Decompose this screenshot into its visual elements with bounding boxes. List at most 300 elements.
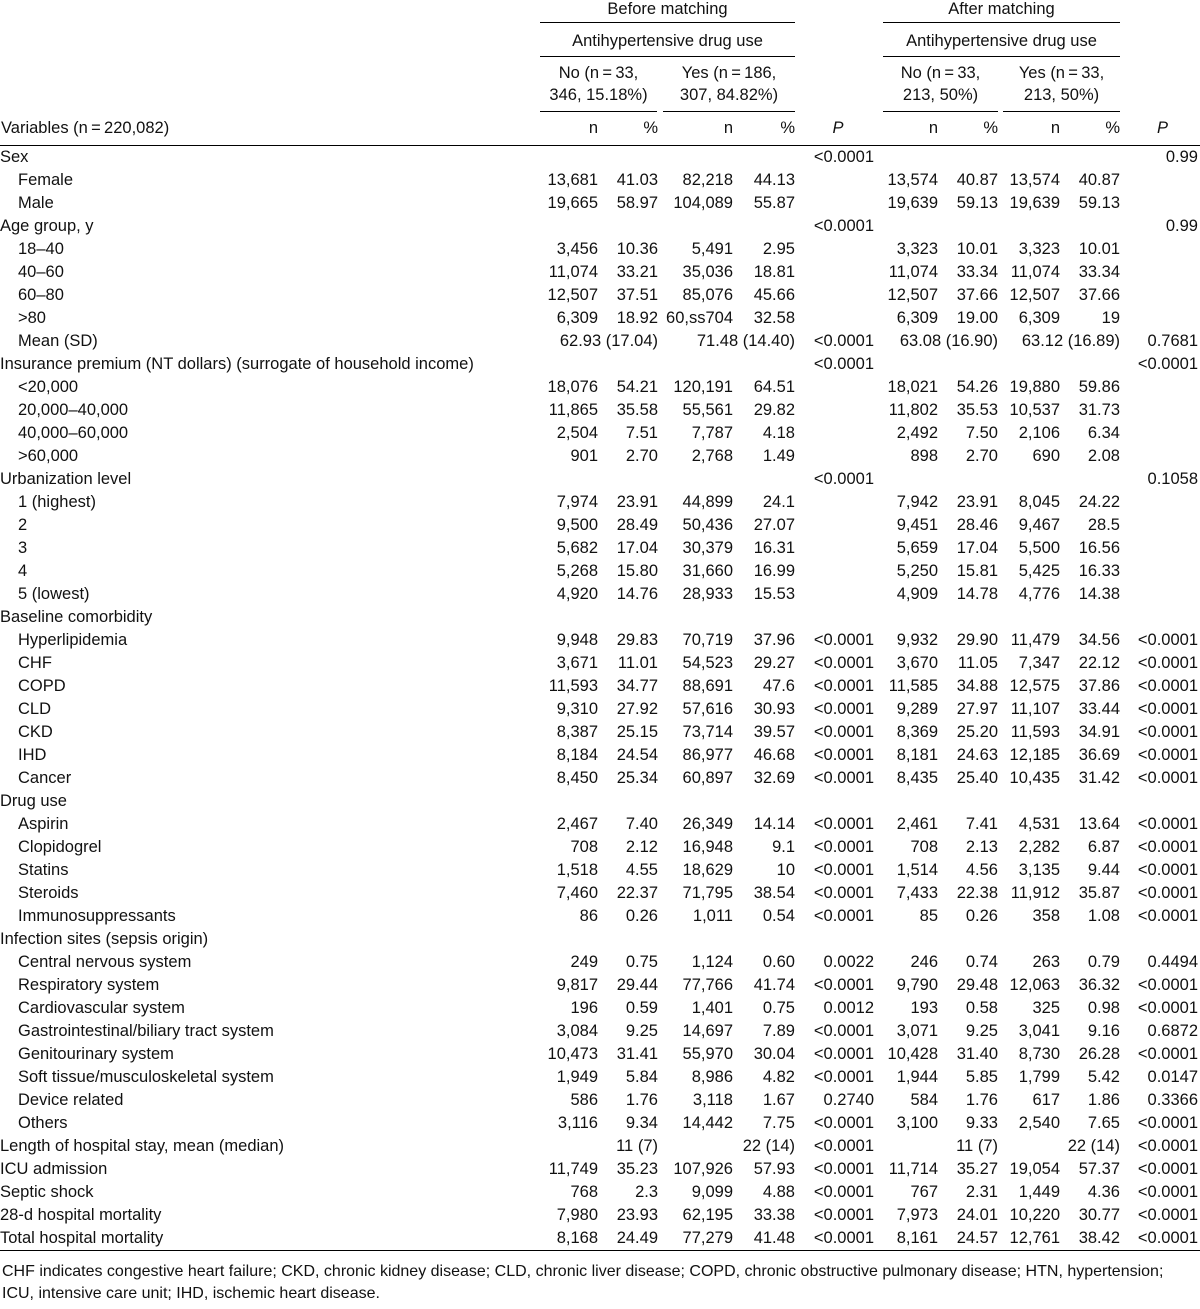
cell-percent: 14.14 bbox=[753, 815, 795, 833]
cell-percent: 16.31 bbox=[753, 539, 795, 557]
row-label: 20,000–40,000 bbox=[18, 401, 129, 419]
cell-p-value: 0.0022 bbox=[823, 953, 874, 971]
cell-p-value bbox=[1120, 583, 1200, 606]
cell-count: 8,168 bbox=[540, 1227, 598, 1251]
row-label: IHD bbox=[18, 746, 47, 764]
header-before-matching: Before matching bbox=[607, 0, 728, 18]
cell-p-value: 0.3366 bbox=[1147, 1091, 1198, 1109]
cell-count: 60,897 bbox=[682, 769, 733, 787]
cell-p-value bbox=[1120, 491, 1200, 514]
row-label: ICU admission bbox=[0, 1160, 108, 1178]
header-before-no bbox=[540, 62, 657, 106]
cell-p-value bbox=[795, 606, 876, 629]
cell-percent: 38.42 bbox=[1060, 1227, 1120, 1251]
header-after-matching: After matching bbox=[948, 0, 1055, 18]
cell-p-value: <0.0001 bbox=[1137, 999, 1198, 1017]
header-rule-before bbox=[540, 22, 795, 23]
cell-count: 9,467 bbox=[1018, 516, 1060, 534]
cell-p-value bbox=[1120, 169, 1200, 192]
table-row bbox=[0, 1043, 1200, 1066]
header-col-pct: % bbox=[780, 119, 795, 137]
cell-count: 104,089 bbox=[673, 194, 733, 212]
cell-p-value: 0.99 bbox=[1165, 217, 1198, 235]
row-label: Infection sites (sepsis origin) bbox=[0, 930, 209, 948]
cell-count: 3,041 bbox=[1018, 1022, 1060, 1040]
table-row bbox=[0, 169, 1200, 192]
cell-count bbox=[998, 215, 1060, 238]
cell-count: 8,045 bbox=[1018, 493, 1060, 511]
cell-percent: 15.80 bbox=[616, 562, 658, 580]
cell-percent bbox=[938, 146, 998, 170]
cell-percent: 39.57 bbox=[753, 723, 795, 741]
cell-count: 2,467 bbox=[556, 815, 598, 833]
table-row bbox=[0, 192, 1200, 215]
row-label: 1 (highest) bbox=[18, 493, 96, 511]
cell-percent bbox=[733, 215, 795, 238]
row-label: CHF bbox=[18, 654, 52, 672]
cell-count: 2,492 bbox=[896, 424, 938, 442]
cell-mean-sd: 63.12 (16.89) bbox=[1021, 332, 1120, 350]
table-row bbox=[0, 1089, 1200, 1112]
row-label: 28-d hospital mortality bbox=[0, 1206, 162, 1224]
cell-percent: 28.49 bbox=[616, 516, 658, 534]
cell-count: 9,500 bbox=[556, 516, 598, 534]
cell-percent: 7.89 bbox=[762, 1022, 795, 1040]
header-after-yes-line2: 213, 50%) bbox=[1023, 86, 1100, 104]
cell-percent: 37.51 bbox=[616, 286, 658, 304]
cell-percent: 28.46 bbox=[956, 516, 998, 534]
cell-count: 9,099 bbox=[691, 1183, 733, 1201]
cell-percent: 7.40 bbox=[625, 815, 658, 833]
cell-p-value: 0.0147 bbox=[1147, 1068, 1198, 1086]
cell-count: 11,865 bbox=[548, 401, 598, 419]
cell-count bbox=[658, 606, 733, 629]
cell-percent bbox=[598, 606, 658, 629]
footnote: CHF indicates congestive heart failure; CKD, chronic kidney disease; CLD, chronic liver disease; COPD, chronic obstructive pulmonary disease; HTN, hypertension; ICU, intensive care unit; IHD, ischemic heart disease. bbox=[2, 1263, 1164, 1302]
cell-p-value: <0.0001 bbox=[1137, 700, 1198, 718]
cell-count: 11,585 bbox=[888, 677, 938, 695]
table-row bbox=[0, 261, 1200, 284]
table-row bbox=[0, 1020, 1200, 1043]
cell-percent: 0.60 bbox=[762, 953, 795, 971]
cell-count: 12,185 bbox=[1009, 746, 1060, 764]
table-row bbox=[0, 1066, 1200, 1089]
cell-percent: 24.54 bbox=[616, 746, 658, 764]
cell-count: 107,926 bbox=[673, 1160, 733, 1178]
cell-count bbox=[658, 353, 733, 376]
table-row bbox=[0, 997, 1200, 1020]
cell-count bbox=[876, 928, 938, 951]
cell-count: 6,309 bbox=[556, 309, 598, 327]
cell-p-value bbox=[795, 422, 876, 445]
row-label: 40–60 bbox=[18, 263, 64, 281]
cell-percent: 29.48 bbox=[956, 976, 998, 994]
cell-count: 55,561 bbox=[682, 401, 733, 419]
cell-percent: 0.75 bbox=[625, 953, 658, 971]
cell-count: 12,575 bbox=[1009, 677, 1060, 695]
cell-percent: 7.51 bbox=[625, 424, 658, 442]
cell-count: 263 bbox=[1032, 953, 1060, 971]
cell-percent bbox=[598, 468, 658, 491]
cell-count: 1,449 bbox=[1018, 1183, 1060, 1201]
cell-count: 901 bbox=[570, 447, 598, 465]
row-label: Central nervous system bbox=[18, 953, 192, 971]
cell-count: 10,428 bbox=[887, 1045, 938, 1063]
cell-count: 12,507 bbox=[1009, 286, 1060, 304]
cell-percent: 29.90 bbox=[956, 631, 998, 649]
header-before-yes-line2: 307, 84.82%) bbox=[679, 86, 779, 104]
cell-percent: 23.91 bbox=[956, 493, 998, 511]
cell-percent: 2.70 bbox=[625, 447, 658, 465]
table-row bbox=[0, 376, 1200, 399]
cell-percent: 5.85 bbox=[965, 1068, 998, 1086]
cell-count: 7,347 bbox=[1018, 654, 1060, 672]
table-row bbox=[0, 905, 1200, 928]
header-col-pct: % bbox=[983, 119, 998, 137]
cell-p-value: <0.0001 bbox=[1137, 746, 1198, 764]
cell-p-value: <0.0001 bbox=[813, 723, 874, 741]
cell-percent: 41.48 bbox=[733, 1227, 795, 1251]
cell-count: 54,523 bbox=[682, 654, 733, 672]
row-label: Immunosuppressants bbox=[18, 907, 176, 925]
cell-percent: 4.82 bbox=[762, 1068, 795, 1086]
cell-percent: 44.13 bbox=[753, 171, 795, 189]
row-label: 40,000–60,000 bbox=[18, 424, 129, 442]
cell-percent: 47.6 bbox=[762, 677, 795, 695]
cell-percent: 10.01 bbox=[1078, 240, 1120, 258]
cell-count bbox=[658, 215, 733, 238]
cell-percent: 30.77 bbox=[1078, 1206, 1120, 1224]
cell-p-value: <0.0001 bbox=[813, 1137, 874, 1155]
table-row bbox=[0, 307, 1200, 330]
cell-percent bbox=[938, 606, 998, 629]
cell-count: 9,932 bbox=[896, 631, 938, 649]
cell-p-value: 0.1058 bbox=[1147, 470, 1198, 488]
header-col-n: n bbox=[723, 119, 733, 137]
cell-percent: 55.87 bbox=[753, 194, 795, 212]
cell-p-value bbox=[795, 928, 876, 951]
cell-count bbox=[998, 790, 1060, 813]
cell-p-value: <0.0001 bbox=[1137, 1160, 1198, 1178]
cell-p-value: <0.0001 bbox=[1137, 631, 1198, 649]
cell-count: 9,817 bbox=[556, 976, 598, 994]
cell-p-value: <0.0001 bbox=[813, 976, 874, 994]
cell-p-value: <0.0001 bbox=[1137, 769, 1198, 787]
header-rule-before-yes bbox=[663, 111, 795, 112]
header-after-no-line2: 213, 50%) bbox=[902, 86, 979, 104]
cell-p-value: <0.0001 bbox=[795, 1227, 876, 1251]
cell-percent: 10 bbox=[776, 861, 795, 879]
row-label: Septic shock bbox=[0, 1183, 94, 1201]
cell-percent: 36.32 bbox=[1078, 976, 1120, 994]
cell-p-value bbox=[1120, 284, 1200, 307]
cell-count bbox=[540, 353, 598, 376]
cell-count: 6,309 bbox=[896, 309, 938, 327]
cell-count bbox=[658, 928, 733, 951]
table-row bbox=[0, 974, 1200, 997]
cell-count: 8,435 bbox=[896, 769, 938, 787]
cell-count: 28,933 bbox=[682, 585, 733, 603]
cell-percent: 7.41 bbox=[965, 815, 998, 833]
cell-count: 18,021 bbox=[887, 378, 938, 396]
header-after-no-line1: No (n = 33, bbox=[900, 64, 981, 82]
cell-count: 8,450 bbox=[556, 769, 598, 787]
cell-count: 12,507 bbox=[887, 286, 938, 304]
table-row bbox=[0, 146, 1200, 170]
cell-count: 88,691 bbox=[682, 677, 733, 695]
cell-percent: 2.13 bbox=[965, 838, 998, 856]
row-label: Statins bbox=[18, 861, 69, 879]
cell-count: 14,697 bbox=[682, 1022, 733, 1040]
cell-mean-sd: 22 (14) bbox=[1067, 1137, 1120, 1155]
cell-count: 8,387 bbox=[556, 723, 598, 741]
cell-count bbox=[876, 790, 938, 813]
cell-p-value bbox=[795, 560, 876, 583]
cell-percent: 1.76 bbox=[625, 1091, 658, 1109]
cell-percent: 35.87 bbox=[1078, 884, 1120, 902]
cell-count: 55,970 bbox=[682, 1045, 733, 1063]
cell-count: 617 bbox=[1032, 1091, 1060, 1109]
cell-percent bbox=[598, 353, 658, 376]
cell-count: 586 bbox=[570, 1091, 598, 1109]
cell-percent: 54.26 bbox=[956, 378, 998, 396]
cell-percent bbox=[1060, 790, 1120, 813]
cell-p-value: <0.0001 bbox=[813, 700, 874, 718]
cell-percent: 0.75 bbox=[762, 999, 795, 1017]
cell-count: 18,629 bbox=[682, 861, 733, 879]
header-col-p: P bbox=[1156, 119, 1168, 137]
cell-percent: 0.79 bbox=[1087, 953, 1120, 971]
cell-count bbox=[876, 146, 938, 170]
cell-count: 9,289 bbox=[896, 700, 938, 718]
cell-count: 193 bbox=[910, 999, 938, 1017]
cell-percent: 11.01 bbox=[617, 654, 658, 672]
cell-count: 9,451 bbox=[896, 516, 938, 534]
cell-p-value bbox=[1120, 422, 1200, 445]
cell-percent: 35.27 bbox=[956, 1160, 998, 1178]
cell-percent: 2.31 bbox=[965, 1183, 998, 1201]
header-rule-after bbox=[883, 22, 1120, 23]
cell-count: 8,184 bbox=[556, 746, 598, 764]
table-row bbox=[0, 813, 1200, 836]
cell-count: 8,369 bbox=[896, 723, 938, 741]
cell-percent: 57.37 bbox=[1078, 1160, 1120, 1178]
cell-p-value bbox=[1120, 790, 1200, 813]
table-row bbox=[0, 422, 1200, 445]
cell-count: 9,948 bbox=[556, 631, 598, 649]
table-row bbox=[0, 721, 1200, 744]
cell-count: 5,659 bbox=[896, 539, 938, 557]
cell-percent: 34.88 bbox=[956, 677, 998, 695]
cell-count bbox=[540, 606, 598, 629]
cell-percent bbox=[733, 353, 795, 376]
cell-count bbox=[998, 928, 1060, 951]
cell-count: 2,504 bbox=[556, 424, 598, 442]
table-row bbox=[0, 951, 1200, 974]
cell-percent: 35.23 bbox=[616, 1160, 658, 1178]
cell-percent bbox=[1060, 146, 1120, 170]
cell-count: 249 bbox=[570, 953, 598, 971]
cell-count: 3,071 bbox=[896, 1022, 938, 1040]
cell-count: 3,118 bbox=[692, 1091, 733, 1109]
table-row bbox=[0, 353, 1200, 376]
cell-count: 8,181 bbox=[896, 746, 938, 764]
header-col-pct: % bbox=[1105, 119, 1120, 137]
cell-percent: 34.91 bbox=[1078, 723, 1120, 741]
cell-count bbox=[658, 468, 733, 491]
cell-percent: 64.51 bbox=[753, 378, 795, 396]
cell-count: 2,461 bbox=[896, 815, 938, 833]
cell-p-value bbox=[795, 238, 876, 261]
cell-percent: 22.12 bbox=[1078, 654, 1120, 672]
cell-p-value: <0.0001 bbox=[813, 815, 874, 833]
row-label: 18–40 bbox=[18, 240, 64, 258]
header-col-n: n bbox=[588, 119, 598, 137]
cell-count: 11,912 bbox=[1010, 884, 1060, 902]
cell-count: 4,920 bbox=[556, 585, 598, 603]
row-label: Age group, y bbox=[0, 217, 94, 235]
cell-percent: 9.44 bbox=[1087, 861, 1120, 879]
cell-percent: 24.63 bbox=[956, 746, 998, 764]
header-rule-before-no bbox=[540, 111, 657, 112]
cell-count: 16,948 bbox=[682, 838, 733, 856]
table-row bbox=[0, 859, 1200, 882]
cell-p-value: 0.4494 bbox=[1147, 953, 1198, 971]
cell-count: 6,309 bbox=[1018, 309, 1060, 327]
table-row bbox=[0, 767, 1200, 790]
cell-count: 1,518 bbox=[556, 861, 598, 879]
cell-count bbox=[540, 215, 598, 238]
header-before-no-line2: 346, 15.18%) bbox=[549, 86, 648, 104]
cell-count: 31,660 bbox=[682, 562, 733, 580]
cell-count: 26,349 bbox=[682, 815, 733, 833]
cell-mean-sd: 71.48 (14.40) bbox=[696, 332, 795, 350]
cell-percent: 26.28 bbox=[1078, 1045, 1120, 1063]
cell-p-value: <0.0001 bbox=[813, 1206, 874, 1224]
cell-percent: 33.38 bbox=[753, 1206, 795, 1224]
cell-p-value: <0.0001 bbox=[813, 1160, 874, 1178]
cell-percent bbox=[938, 468, 998, 491]
cell-percent: 5.42 bbox=[1087, 1068, 1120, 1086]
cell-p-value bbox=[1120, 445, 1200, 468]
cell-percent: 23.91 bbox=[616, 493, 658, 511]
cell-percent: 37.66 bbox=[1078, 286, 1120, 304]
cell-percent: 18.92 bbox=[616, 309, 658, 327]
cell-count: 13,574 bbox=[1009, 171, 1060, 189]
cell-percent: 29.83 bbox=[616, 631, 658, 649]
cell-p-value: <0.0001 bbox=[813, 769, 874, 787]
cell-count: 11,749 bbox=[548, 1160, 598, 1178]
cell-percent: 24.57 bbox=[938, 1227, 998, 1251]
cell-count: 85 bbox=[919, 907, 938, 925]
cell-count: 11,074 bbox=[888, 263, 938, 281]
cell-percent: 14.76 bbox=[616, 585, 658, 603]
cell-count bbox=[658, 790, 733, 813]
cell-percent bbox=[598, 146, 658, 170]
cell-count: 60,ss704 bbox=[666, 309, 733, 327]
cell-percent bbox=[938, 215, 998, 238]
cell-p-value bbox=[1120, 514, 1200, 537]
cell-count bbox=[998, 468, 1060, 491]
cell-count: 14,442 bbox=[682, 1114, 733, 1132]
cell-p-value: <0.0001 bbox=[813, 1022, 874, 1040]
table-row bbox=[0, 445, 1200, 468]
table-row bbox=[0, 284, 1200, 307]
cell-count: 35,036 bbox=[682, 263, 733, 281]
row-label: Genitourinary system bbox=[18, 1045, 174, 1063]
header-after-yes bbox=[1003, 62, 1120, 106]
cell-p-value: 0.6872 bbox=[1147, 1022, 1198, 1040]
cell-count: 4,909 bbox=[896, 585, 938, 603]
cell-p-value: <0.0001 bbox=[813, 1114, 874, 1132]
cell-count: 584 bbox=[910, 1091, 938, 1109]
cell-count: 5,500 bbox=[1018, 539, 1060, 557]
cell-percent: 16.33 bbox=[1078, 562, 1120, 580]
cell-percent: 37.86 bbox=[1078, 677, 1120, 695]
cell-percent: 1.76 bbox=[965, 1091, 998, 1109]
cell-p-value: <0.0001 bbox=[813, 884, 874, 902]
row-label: COPD bbox=[18, 677, 66, 695]
header-before-yes-line1: Yes (n = 186, bbox=[681, 64, 777, 82]
header-rule-drug-after bbox=[883, 56, 1120, 57]
cell-count: 7,433 bbox=[896, 884, 938, 902]
cell-p-value: <0.0001 bbox=[813, 470, 874, 488]
cell-p-value: <0.0001 bbox=[1137, 654, 1198, 672]
cell-mean-sd: 11 (7) bbox=[616, 1137, 658, 1155]
cell-count: 77,279 bbox=[658, 1227, 733, 1251]
cell-percent bbox=[1060, 353, 1120, 376]
cell-p-value bbox=[1120, 560, 1200, 583]
cell-count: 8,730 bbox=[1018, 1045, 1060, 1063]
cell-count: 2,106 bbox=[1018, 424, 1060, 442]
cell-percent: 13.64 bbox=[1078, 815, 1120, 833]
cell-p-value: <0.0001 bbox=[813, 217, 874, 235]
cell-p-value bbox=[795, 537, 876, 560]
cell-percent: 4.56 bbox=[965, 861, 998, 879]
cell-percent: 4.55 bbox=[625, 861, 658, 879]
cell-percent: 2.3 bbox=[635, 1183, 658, 1201]
cell-count: 13,681 bbox=[547, 171, 598, 189]
cell-count bbox=[998, 606, 1060, 629]
cell-percent: 35.58 bbox=[616, 401, 658, 419]
header-variables: Variables (n = 220,082) bbox=[1, 119, 170, 137]
cell-count: 7,980 bbox=[556, 1206, 598, 1224]
cell-p-value bbox=[795, 261, 876, 284]
cell-percent: 34.77 bbox=[616, 677, 658, 695]
row-label: Length of hospital stay, mean (median) bbox=[0, 1137, 285, 1155]
cell-count: 4,531 bbox=[1018, 815, 1060, 833]
cell-count: 71,795 bbox=[682, 884, 733, 902]
cell-percent: 41.74 bbox=[753, 976, 795, 994]
cell-p-value bbox=[1120, 399, 1200, 422]
cell-percent: 59.13 bbox=[956, 194, 998, 212]
cell-percent bbox=[733, 146, 795, 170]
cell-percent: 17.04 bbox=[616, 539, 658, 557]
cell-count: 1,944 bbox=[896, 1068, 938, 1086]
table-row bbox=[0, 790, 1200, 813]
table-row bbox=[0, 1204, 1200, 1227]
cell-percent: 33.34 bbox=[956, 263, 998, 281]
cell-percent: 25.34 bbox=[616, 769, 658, 787]
row-label: Aspirin bbox=[18, 815, 69, 833]
cell-count bbox=[540, 146, 598, 170]
cell-count: 3,456 bbox=[556, 240, 598, 258]
cell-percent: 33.44 bbox=[1078, 700, 1120, 718]
cell-count: 690 bbox=[1032, 447, 1060, 465]
cell-percent: 30.93 bbox=[753, 700, 795, 718]
cell-count: 5,491 bbox=[691, 240, 733, 258]
cell-count: 1,011 bbox=[692, 907, 733, 925]
